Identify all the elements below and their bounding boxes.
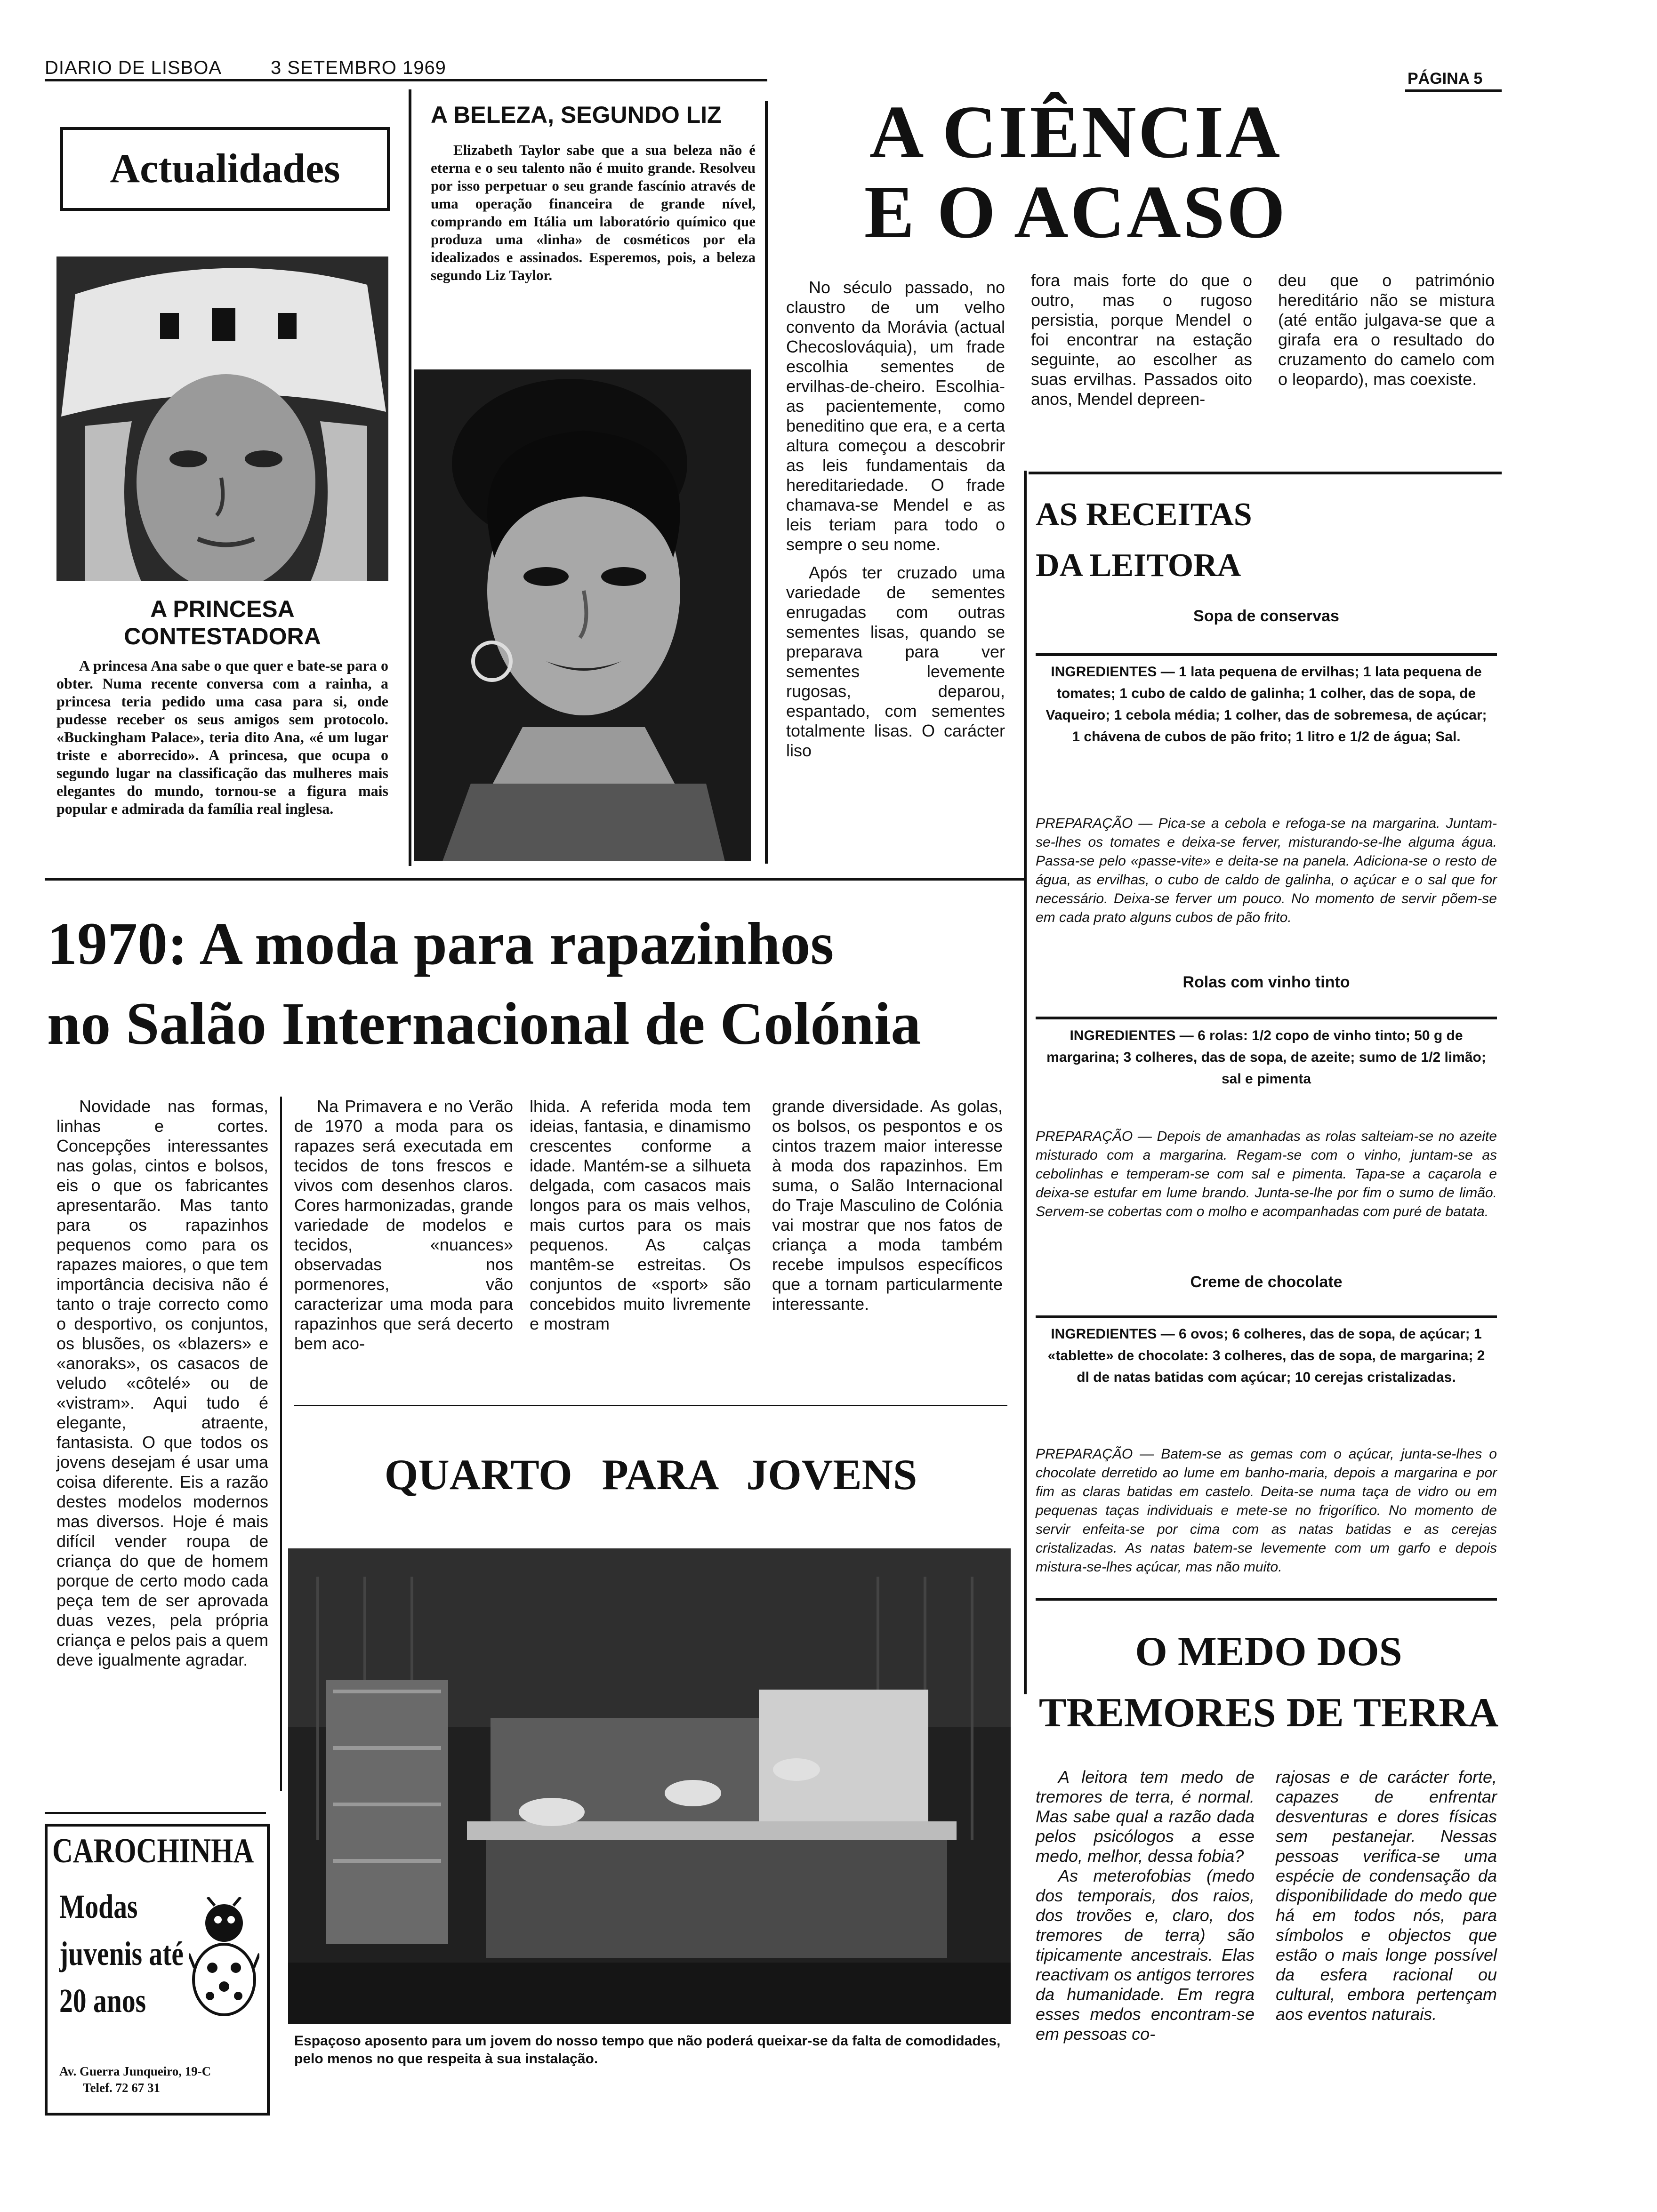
recipe-ingredients: INGREDIENTES — 1 lata pequena de ervilhas; 1 lata pequena de tomates; 1 cubo de caldo de galinha; 1 colher, das de sopa, de Vaqueiro; 1 cebola média; 1 colher, das de sobremesa, de açúcar; 1 chávena de cubos de pão frito; 1 litro e 1/2 de água; Sal. [1046,664,1487,745]
ciencia-paragraph: Após ter cruzado uma variedade de sementes enrugadas com outras sementes lisas, quando se preparava para ver sementes levemente rugosas, deparou, espantado, com sementes totalmente lisas. O carácter liso [786,563,1005,760]
recipe-rule [1036,1315,1497,1318]
carochinha-line2: juvenis até [59,1935,184,1972]
moda-col4 [772,1097,1003,1314]
princesa-headline [56,595,388,650]
ciencia-headline-line1: A CIÊNCIA [869,90,1282,174]
carochinha-line3: 20 anos [59,1982,146,2020]
moda-col1 [56,1097,268,1670]
beleza-body [431,141,756,284]
moda-col2 [294,1097,513,1354]
princess-photo [56,256,388,581]
princesa-paragraph: A princesa Ana sabe o que quer e bate-se para o obter. Numa recente conversa com a rainha, a princesa teria pedido uma casa para si, onde pudesse receber os seus amigos sem protocolo. «Buckingham Palace», teria dito Ana, «é um lugar triste e aborrecido». A princesa, que ocupa o segundo lugar na classificação das mulheres mais elegantes do mundo, tornou-se a figura mais popular e admirada da família real inglesa. [56,657,388,817]
princess-photo-art [56,256,388,581]
medo-headline-line2: TREMORES DE TERRA [1038,1690,1499,1736]
recipe-title: Creme de chocolate [1190,1273,1343,1291]
recipe-ingredients: INGREDIENTES — 6 rolas: 1/2 copo de vinho tinto; 50 g de margarina; 3 colheres, das de sopa, de azeite; sumo de 1/2 limão; sal e pimenta [1046,1028,1486,1087]
medo-headline-line1: O MEDO DOS [1135,1629,1402,1675]
medo-paragraph: rajosas e de carácter forte, capazes de enfrentar desventuras e dores físicas sem pestanejar. Nessas pessoas verifica-se uma espécie de condensação da disponibilidade do medo que há em todos nós, para símbolos e objectos que estão o mais longe possível da esfera racional ou cultural, embora pertençam aos eventos naturais. [1276,1767,1497,2024]
actualidades-label: Actualidades [110,146,340,192]
ciencia-col3 [1278,271,1495,389]
recipe-preparation: PREPARAÇÃO — Pica-se a cebola e refoga-se na margarina. Juntam-se-lhes os tomates e deixa-se ferver, misturando-se-lhe alguma água. Passa-se pelo «passe-vite» e deita-se na panela. Adiciona-se o resto de água, as ervilhas, o cubo de caldo de galinha, o açúcar e o sal que for necessário. Deixa-se ferver um pouco. No momento de servir põem-se em cada prato alguns cubos de pão frito. [1036,816,1497,925]
recipe-ingredients: INGREDIENTES — 6 ovos; 6 colheres, das de sopa, de açúcar; 1 «tablette» de chocolate: 3 colheres, das de sopa, de margarina; 2 dl de natas batidas com açúcar; 10 cerejas cristalizadas. [1047,1326,1485,1385]
moda-headline-line2: no Salão Internacional de Colónia [47,990,921,1057]
princesa-headline-line1: A PRINCESA [150,596,295,622]
moda-headline [47,904,1017,1064]
masthead-rule-right [1405,89,1502,92]
carochinha-line1: Modas [59,1888,138,1925]
recipe-rule [1036,1017,1497,1019]
moda-paragraph: Na Primavera e no Verão de 1970 a moda para os rapazes será executada em tecidos de tons frescos e vivos com desenhos claros. Cores harmonizadas, grande variedade de modelos e tecidos, «nuances» observadas nos pormenores, vão caracterizar uma moda para rapazinhos que será decerto bem aco- [294,1097,513,1353]
beleza-headline: A BELEZA, SEGUNDO LIZ [431,102,722,128]
ad-rule [45,1812,266,1814]
ciencia-paragraph: fora mais forte do que o outro, mas o rugoso persistia, porque Mendel o foi encontrar na estação seguinte, ao escolher as suas ervilhas. Passados oito anos, Mendel depreen- [1031,271,1252,409]
receitas-headline-line2: DA LEITORA [1036,547,1241,584]
ladybug-mascot-icon [189,1897,259,2024]
recipe-preparation: PREPARAÇÃO — Depois de amanhadas as rolas salteiam-se no azeite misturado com a margarina. Regam-se com o vinho, juntam-se as cebolinhas e temperam-se com sal e pimenta. Tapa-se a caçarola e deixa-se estufar em lume brando. Junta-se-lhe por fim o sumo de limão. Servem-se cobertas com o molho e acompanhadas com puré de batata. [1036,1129,1497,1219]
moda-col3 [530,1097,751,1334]
ciencia-paragraph: No século passado, no claustro de um velho convento da Morávia (actual Checoslováquia), um frade escolhia sementes de ervilhas-de-cheiro. Escolhia-as pacientemente, como beneditino que era, e a certa altura começou a descobrir as leis fundamentais da hereditariedade. O frade chamava-se Mendel e as leis teriam para todo o sempre o seu nome. [786,278,1005,554]
masthead-date: 3 SETEMBRO 1969 [271,57,446,78]
quarto-photo [288,1548,1011,2024]
recipe-title: Rolas com vinho tinto [1182,973,1350,991]
beleza-paragraph: Elizabeth Taylor sabe que a sua beleza não é eterna e o seu talento não é muito grande. Resolveu por isso perpetuar o seu grande fascínio através de uma operação financeira de grande nível, comprando em Itália um laboratório químico que produza uma «linha» de cosméticos por ela idealizados e assinados. Esperemos, pois, a beleza segundo Liz Taylor. [431,142,756,283]
section-rule [45,878,1024,881]
quarto-photo-art [288,1548,1011,2024]
ciencia-headline-line2: E O ACASO [864,170,1287,254]
moda-paragraph: lhida. A referida moda tem ideias, fantasia, e dinamismo crescentes conforme a idade. Mantém-se a silhueta delgada, com casacos mais longos para os mais velhos, mais curtos para os mais pequenos. As calças mantêm-se estreitas. Os conjuntos de «sport» são concebidos muito livremente e mostram [530,1097,751,1333]
actualidades-box [60,127,390,211]
ciencia-col2 [1031,271,1252,409]
section-rule [294,1405,1007,1406]
quarto-headline: QUARTO PARA JOVENS [384,1451,917,1499]
moda-headline-line1: 1970: A moda para rapazinhos [47,910,834,977]
column-rule [280,1097,282,1791]
carochinha-address: Av. Guerra Junqueiro, 19-C [59,2064,211,2078]
medo-col2 [1276,1767,1497,2024]
masthead-rule [45,79,767,81]
ciencia-paragraph: deu que o património hereditário não se mistura (até então julgava-se que a girafa era o resultado do cruzamento do camelo com o leopardo), mas coexiste. [1278,271,1495,389]
section-rule [1029,472,1502,474]
princesa-headline-line2: CONTESTADORA [124,623,321,649]
carochinha-phone: Telef. 72 67 31 [83,2081,160,2095]
moda-paragraph: grande diversidade. As golas, os bolsos, os pespontos e os cintos trazem maior interesse à moda dos rapazinhos. Em suma, o Salão Internacional do Traje Masculino de Colónia vai mostrar que nos fatos de criança a moda também recebe impulsos específicos que a tornam particularmente interessante. [772,1097,1003,1314]
column-rule [409,89,411,866]
receitas-headline-line1: AS RECEITAS [1036,497,1252,533]
princesa-body [56,657,388,817]
column-rule [1024,471,1027,1694]
receitas-headline [1036,489,1252,591]
carochinha-name: CAROCHINHA [52,1832,254,1870]
medo-paragraph: As meterofobias (medo dos temporais, dos raios, dos trovões e, claro, dos tremores de terra) são tipicamente ancestrais. Elas reactivam os antigos terrores da humanidade. Em regra esses medos encontram-se em pessoas co- [1036,1866,1255,2044]
medo-paragraph: A leitora tem medo de tremores de terra, é normal. Mas sabe qual a razão dada pelos psicólogos a esse medo, melhor, dessa fobia? [1036,1767,1255,1866]
carochinha-ad [45,1824,270,2116]
moda-paragraph: Novidade nas formas, linhas e cortes. Concepções interessantes nas golas, cintos e bolsos, eis o que os fabricantes apresentarão. Mas tanto para os rapazinhos pequenos como para os rapazes maiores, o que tem importância decisiva não é tanto o traje correcto como o desportivo, os conjuntos, os blusões, os «blazers» e «anoraks», os casacos de veludo «côtelé» ou de «vistram». Aqui tudo é elegante, atraente, fantasista. O que todos os jovens desejam é usar uma coisa diferente. Eis a razão destes modelos modernos mas diversos. Hoje é mais difícil vender roupa de criança do que de homem porque de certo modo cada peça tem de ser aprovada duas vezes, pela própria criança e pelos pais a quem deve igualmente agradar. [56,1097,268,1669]
liz-taylor-photo-art [414,369,751,861]
recipe-rule [1036,653,1497,656]
column-rule [765,101,768,864]
medo-headline [1036,1621,1502,1744]
masthead-paper-name: DIARIO DE LISBOA [45,57,222,78]
page-number: PÁGINA 5 [1408,70,1483,88]
section-rule [1036,1598,1497,1601]
medo-col1 [1036,1767,1255,2044]
recipe-title: Sopa de conservas [1193,607,1339,625]
liz-taylor-photo [414,369,751,861]
quarto-caption: Espaçoso aposento para um jovem do nosso tempo que não poderá queixar-se da falta de comodidades, pelo menos no que respeita à sua instalação. [294,2033,1001,2067]
recipe-preparation: PREPARAÇÃO — Batem-se as gemas com o açúcar, junta-se-lhes o chocolate derretido ao lume em banho-maria, depois a margarina e por fim as claras batidas em castelo. Deita-se numa taça de vidro ou em pequenas taças individuais e mete-se no frigorífico. No momento de servir enfeita-se por cima com as natas batidas e as cerejas cristalizadas. As natas batem-se levemente com um garfo e depois mistura-se-lhes açúcar, mas não muito. [1036,1446,1497,1575]
ciencia-headline [777,92,1375,252]
ciencia-col1 [786,278,1005,761]
